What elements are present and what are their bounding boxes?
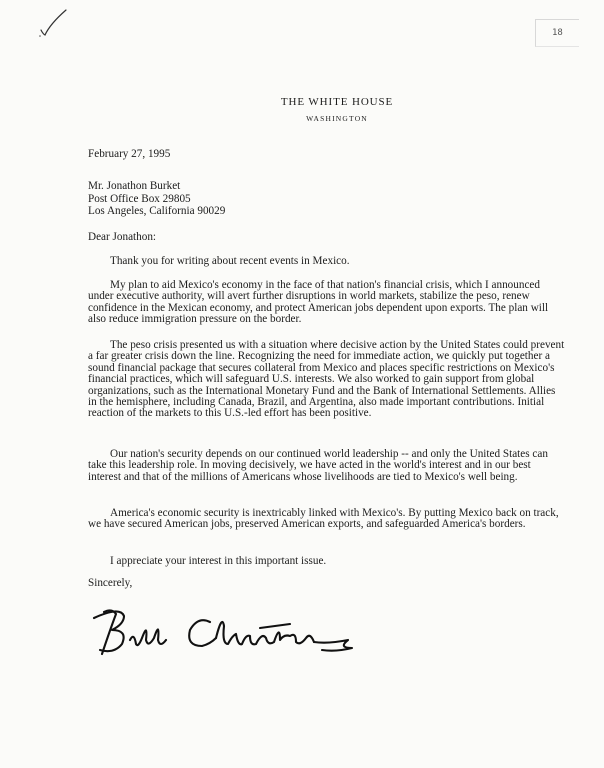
recipient-address-line2: Los Angeles, California 90029	[88, 205, 226, 218]
paragraph-3: The peso crisis presented us with a situation where decisive action by the United States could prevent a far greater crisis down the line. Recognizing the need for immediate action, we quickly put together a sound financial package that secures collateral from Mexico and places specific restrictions on Mexico's financial practices, which will safeguard U.S. interests. We also worked to gain support from global organizations, such as the International Monetary Fund and the Bank of International Settlements. Allies in the hemisphere, including Canada, Brazil, and Argentina, also made important contributions. Initial reaction of the markets to this U.S.-led effort has been positive.	[88, 339, 565, 420]
recipient-address-line1: Post Office Box 29805	[88, 192, 191, 205]
paragraph-2: My plan to aid Mexico's economy in the face of that nation's financial crisis, which I announced under executive authority, will avert further disruptions in world markets, stabilize the peso, renew confidence in the Mexican economy, and protect American jobs dependent upon exports. The plan will also reduce immigration pressure on the border.	[88, 279, 549, 326]
check-mark-icon	[36, 6, 76, 42]
page-number-box	[535, 19, 579, 47]
paragraph-6: I appreciate your interest in this important issue.	[110, 555, 327, 567]
letterhead-city: WASHINGTON	[306, 114, 368, 123]
paragraph-1: Thank you for writing about recent events in Mexico.	[110, 255, 350, 267]
letterhead-title: THE WHITE HOUSE	[280, 96, 394, 108]
paragraph-5: America's economic security is inextricably linked with Mexico's. By putting Mexico back on track, we have secured American jobs, preserved American exports, and safeguarded America's borders.	[88, 507, 559, 531]
closing: Sincerely,	[88, 577, 133, 589]
signature	[90, 604, 360, 668]
salutation: Dear Jonathon:	[88, 231, 157, 243]
recipient-address	[88, 180, 225, 218]
page-number: 18	[552, 28, 563, 38]
paragraph-4: Our nation's security depends on our continued world leadership -- and only the United States can take this leadership role. In moving decisively, we have acted in the world's interest and in our best interest and that of the millions of Americans whose livelihoods are tied to Mexico's well being.	[88, 448, 548, 483]
recipient-name: Mr. Jonathon Burket	[88, 180, 181, 192]
letter-date: February 27, 1995	[88, 148, 171, 160]
